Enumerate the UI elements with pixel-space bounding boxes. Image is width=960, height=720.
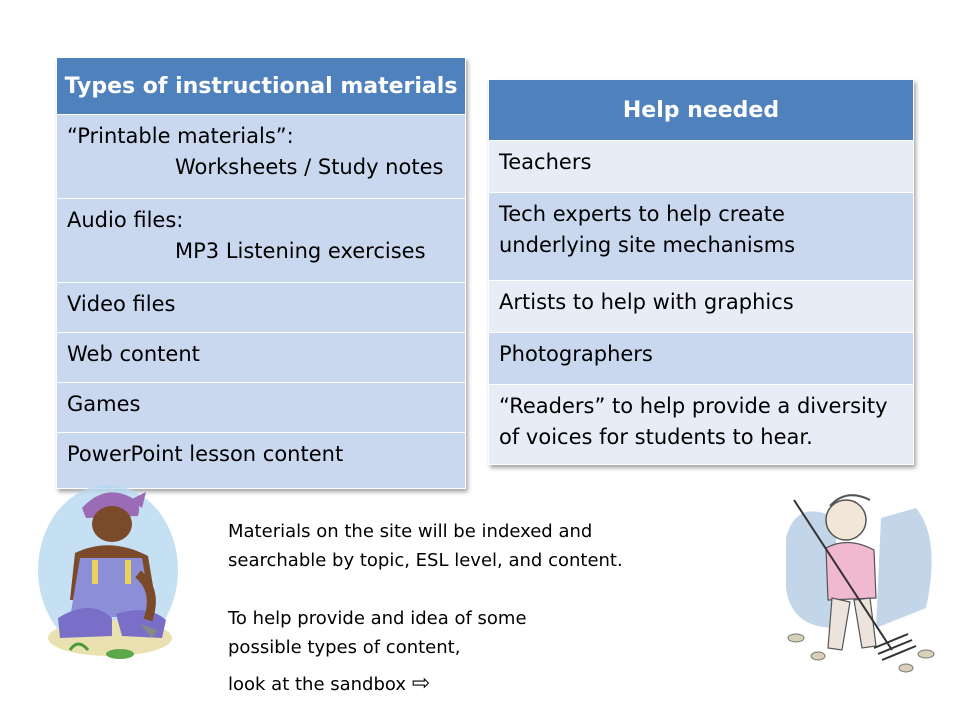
sandbox-text: look at the sandbox bbox=[228, 674, 407, 695]
boy-raking-illustration bbox=[766, 478, 946, 678]
table-cell bbox=[489, 281, 914, 333]
woman-gardening-illustration bbox=[30, 478, 180, 668]
table-cell bbox=[57, 115, 466, 199]
help-table-header: Help needed bbox=[489, 80, 914, 141]
cell-line: of voices for students to hear. bbox=[499, 425, 813, 449]
table-cell bbox=[57, 283, 466, 333]
materials-table-header: Types of instructional materials bbox=[57, 58, 466, 115]
table-cell bbox=[57, 383, 466, 433]
help-table bbox=[488, 79, 914, 465]
note-line: Materials on the site will be indexed and bbox=[228, 521, 593, 542]
sandbox-note bbox=[228, 669, 430, 699]
materials-table bbox=[56, 57, 466, 489]
cell-line: underlying site mechanisms bbox=[499, 233, 796, 257]
right-arrow-icon: ⇨ bbox=[411, 671, 431, 696]
cell-line: PowerPoint lesson content bbox=[67, 442, 344, 466]
cell-line: Photographers bbox=[499, 342, 653, 366]
cell-line: Teachers bbox=[499, 150, 592, 174]
cell-line: Artists to help with graphics bbox=[499, 290, 794, 314]
cell-line: “Printable materials”: bbox=[67, 124, 294, 148]
table-cell bbox=[489, 385, 914, 465]
table-cell bbox=[57, 333, 466, 383]
cell-line: Games bbox=[67, 392, 141, 416]
cell-line: “Readers” to help provide a diversity bbox=[499, 394, 888, 418]
table-cell bbox=[57, 199, 466, 283]
content-note bbox=[228, 604, 527, 662]
cell-line: Tech experts to help create bbox=[499, 202, 785, 226]
index-note bbox=[228, 517, 623, 575]
table-cell bbox=[489, 141, 914, 193]
table-cell bbox=[489, 193, 914, 281]
note-line: searchable by topic, ESL level, and content. bbox=[228, 550, 623, 571]
cell-line: Audio files: bbox=[67, 208, 184, 232]
cell-subline: MP3 Listening exercises bbox=[175, 239, 426, 263]
table-cell bbox=[489, 333, 914, 385]
note-line: possible types of content, bbox=[228, 637, 461, 658]
note-line: To help provide and idea of some bbox=[228, 608, 527, 629]
cell-subline: Worksheets / Study notes bbox=[175, 155, 444, 179]
cell-line: Web content bbox=[67, 342, 200, 366]
cell-line: Video files bbox=[67, 292, 176, 316]
